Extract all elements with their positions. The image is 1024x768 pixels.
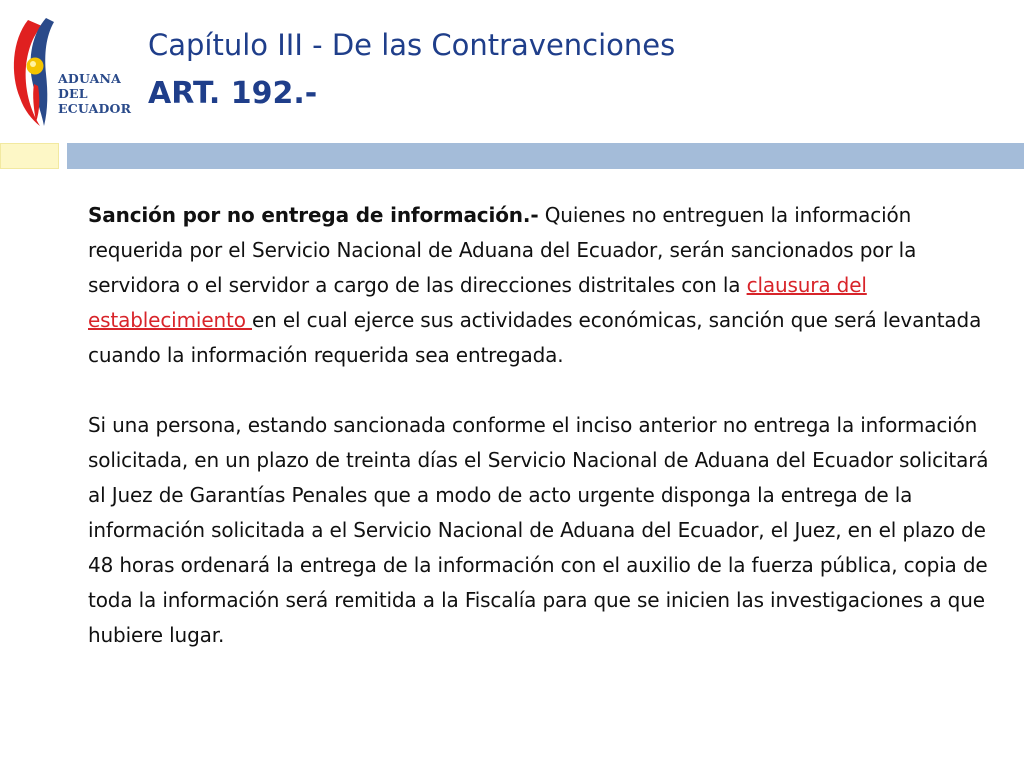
article-heading: ART. 192.- [148, 76, 318, 111]
aduana-logo [6, 14, 136, 130]
logo-text [58, 71, 131, 116]
slide-title: Capítulo III - De las Contravenciones [148, 28, 676, 62]
paragraph-1-lead: Sanción por no entrega de información.- [88, 203, 539, 227]
header-bar-yellow [0, 143, 59, 169]
logo-line-3: ECUADOR [58, 101, 132, 116]
paragraph-2: Si una persona, estando sancionada conforme el inciso anterior no entrega la información solicitada, en un plazo de treinta días el Servicio Nacional de Aduana del Ecuador solicitará al Juez de Garantías Penales que a modo de acto urgente disponga la entrega de la información solicitada a el Servicio Nacional de Aduana del Ecuador, el Juez, en el plazo de 48 horas ordenará la entrega de la información con el auxilio de la fuerza pública, copia de toda la información será remitida a la Fiscalía para que se inicien las investigaciones a que hubiere lugar. [88, 413, 989, 647]
article-body [88, 198, 1006, 653]
clausura-link[interactable]: clausura del establecimiento [88, 273, 867, 332]
logo-line-1: ADUANA [58, 71, 122, 86]
paragraph-1 [88, 198, 1006, 373]
paragraph-gap [88, 373, 1006, 408]
paragraph-1-text-b: en el cual ejerce sus actividades económicas, sanción que será levantada cuando la información requerida sea entregada. [88, 308, 982, 367]
paragraph-1-text-a: Quienes no entreguen la información requerida por el Servicio Nacional de Aduana del Ecuador, serán sancionados por la servidora o el servidor a cargo de las direcciones distritales con la [88, 203, 917, 297]
logo-line-2: DEL [58, 86, 88, 101]
header-bar-blue [67, 143, 1024, 169]
